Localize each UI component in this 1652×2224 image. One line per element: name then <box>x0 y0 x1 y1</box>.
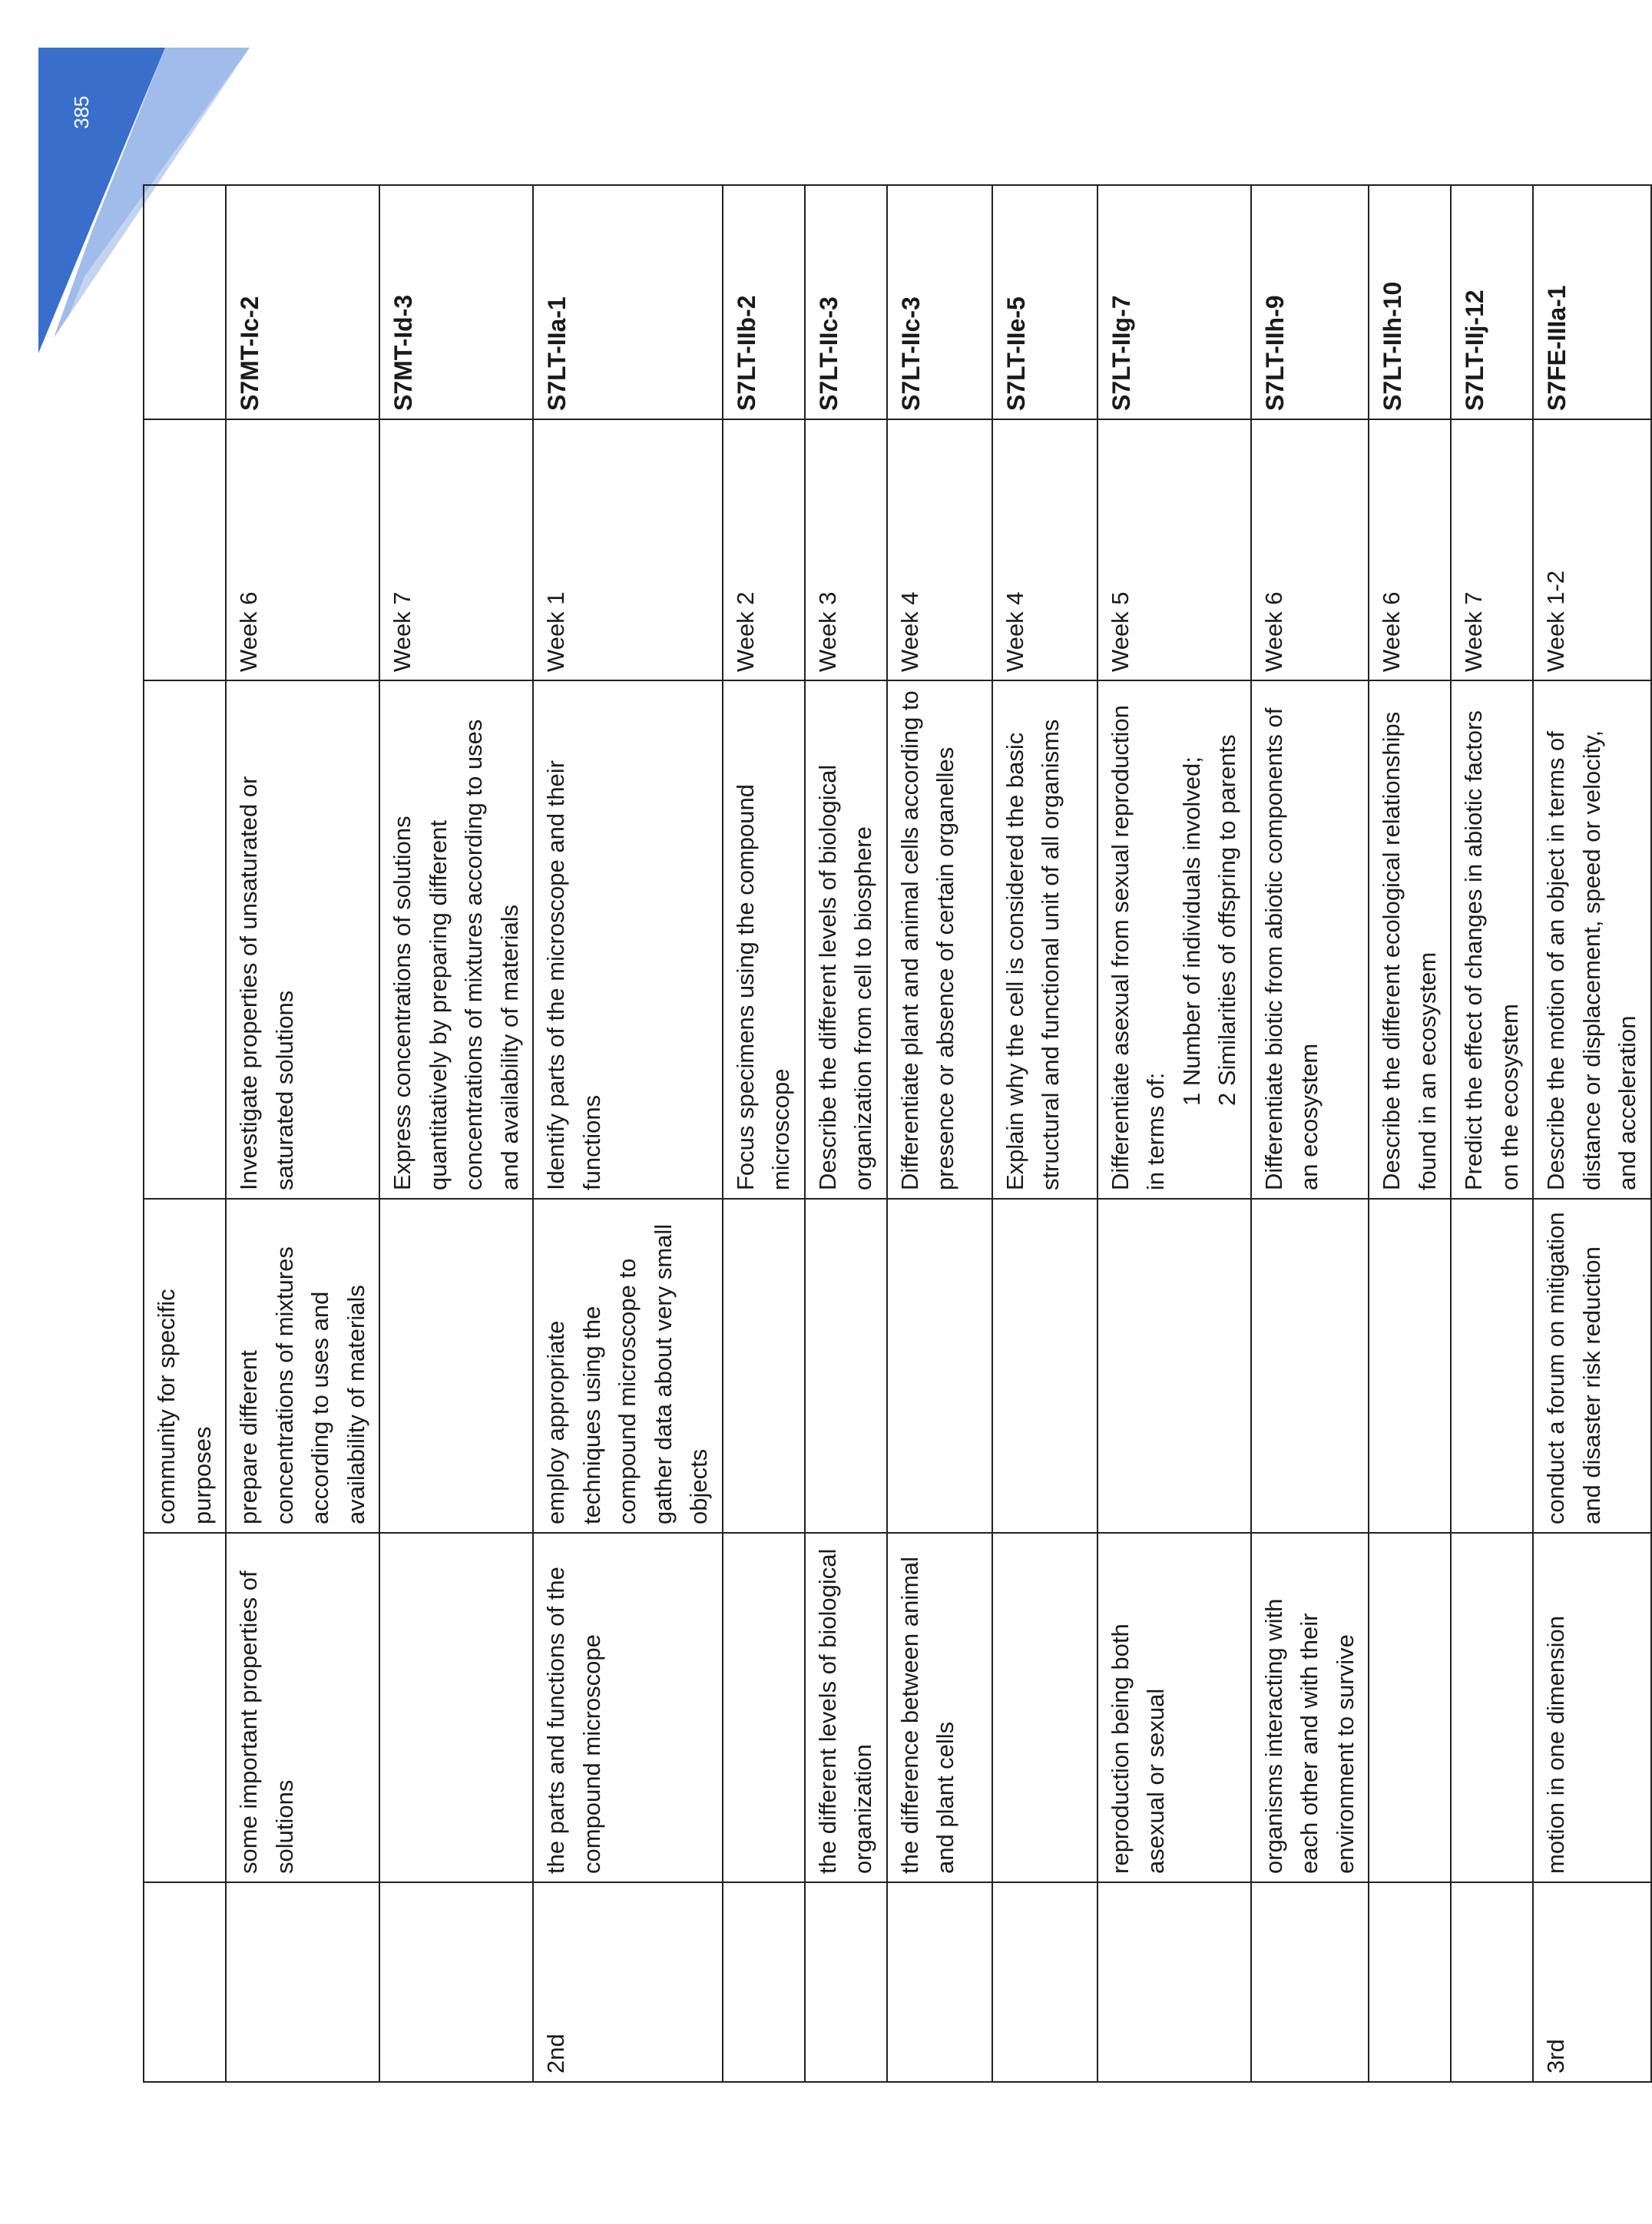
content-text: the different levels of biological organization <box>813 1548 876 1874</box>
table-row <box>1533 185 1651 2082</box>
cell-code <box>533 185 723 419</box>
competency-text: Differentiate asexual from sexual reproduction in terms of: <box>1106 705 1169 1190</box>
cell-content <box>1533 1533 1651 1882</box>
performance-text: conduct a forum on mitigation and disaster risk reduction <box>1542 1212 1605 1524</box>
cell-week <box>379 419 533 680</box>
table-row <box>533 185 723 2082</box>
cell-week <box>1251 419 1369 680</box>
competency-text: Identify parts of the microscope and their functions <box>542 760 605 1190</box>
cell-content <box>379 1533 533 1882</box>
code-text: S7LT-IIe-5 <box>1001 296 1030 411</box>
content-text: organisms interacting with each other and with their environment to survive <box>1260 1598 1359 1874</box>
cell-week <box>1533 419 1651 680</box>
cell-code <box>1097 185 1251 419</box>
code-text: S7LT-IIh-10 <box>1379 281 1406 411</box>
competency-text: Express concentrations of solutions quantitatively by preparing different concentrations of mixtures according to uses and availability of materials <box>389 719 523 1190</box>
week-text: Week 5 <box>1106 591 1134 672</box>
cell-content <box>1451 1533 1533 1882</box>
cell-competency <box>887 680 992 1199</box>
cell-quarter <box>1251 1882 1369 2082</box>
competency-text: Describe the motion of an object in terms of distance or displacement, speed or velocity, and acceleration <box>1542 730 1640 1190</box>
cell-content <box>1369 1533 1451 1882</box>
code-text: S7LT-IIj-12 <box>1461 290 1488 411</box>
code-text: S7LT-IIh-9 <box>1260 295 1289 411</box>
week-text: Week 6 <box>1260 591 1287 672</box>
cell-week <box>1369 419 1451 680</box>
competency-text: Differentiate biotic from abiotic components of an ecosystem <box>1260 707 1323 1190</box>
cell-quarter <box>226 1882 379 2082</box>
week-text: Week 6 <box>1378 591 1405 672</box>
competency-item: 2 Similarities of offspring to parents <box>1213 734 1240 1106</box>
competency-text: Predict the effect of changes in abiotic factors on the ecosystem <box>1460 710 1523 1190</box>
week-text: Week 4 <box>1001 591 1028 672</box>
cell-quarter <box>533 1882 723 2082</box>
cell-quarter <box>144 1882 226 2082</box>
cell-competency <box>992 680 1097 1199</box>
cell-code <box>1533 185 1651 419</box>
table-row <box>887 185 992 2082</box>
code-text: S7LT-IIc-3 <box>896 296 925 411</box>
cell-code <box>379 185 533 419</box>
cell-performance <box>1451 1199 1533 1533</box>
cell-code <box>1251 185 1369 419</box>
competency-text: Describe the different levels of biological organization from cell to biosphere <box>813 764 876 1190</box>
cell-code <box>1369 185 1451 419</box>
code-text: S7MT-Id-3 <box>389 294 417 411</box>
cell-competency <box>1451 680 1533 1199</box>
code-text: S7FE-IIIa-1 <box>1543 285 1571 411</box>
table-row <box>723 185 805 2082</box>
cell-competency <box>379 680 533 1199</box>
cell-quarter <box>723 1882 805 2082</box>
competency-text: Describe the different ecological relationships found in an ecosystem <box>1378 711 1441 1190</box>
curriculum-table <box>143 184 1652 2083</box>
content-text: the parts and functions of the compound microscope <box>542 1567 605 1874</box>
cell-performance <box>226 1199 379 1533</box>
cell-week <box>1451 419 1533 680</box>
cell-performance <box>887 1199 992 1533</box>
competency-text: Focus specimens using the compound microscope <box>731 783 794 1190</box>
cell-quarter <box>1097 1882 1251 2082</box>
competency-text: Investigate properties of unsaturated or saturated solutions <box>235 776 298 1190</box>
cell-performance <box>379 1199 533 1533</box>
table-row <box>992 185 1097 2082</box>
cell-content <box>805 1533 887 1882</box>
cell-code <box>226 185 379 419</box>
cell-performance <box>144 1199 226 1533</box>
cell-quarter <box>805 1882 887 2082</box>
cell-competency <box>144 680 226 1199</box>
cell-performance <box>1369 1199 1451 1533</box>
week-text: Week 7 <box>389 591 415 672</box>
performance-text: employ appropriate techniques using the compound microscope to gather data about very small objects <box>542 1223 712 1524</box>
content-text: some important properties of solutions <box>235 1570 298 1874</box>
cell-competency <box>1251 680 1369 1199</box>
cell-quarter <box>887 1882 992 2082</box>
cell-competency <box>1533 680 1651 1199</box>
cell-week <box>992 419 1097 680</box>
week-text: Week 1 <box>542 591 569 672</box>
cell-performance <box>1251 1199 1369 1533</box>
competency-text: Differentiate plant and animal cells according to presence or absence of certain organelles <box>896 690 958 1190</box>
cell-code <box>144 185 226 419</box>
table-row <box>1097 185 1251 2082</box>
cell-code <box>1451 185 1533 419</box>
cell-content <box>226 1533 379 1882</box>
cell-competency <box>226 680 379 1199</box>
table-row <box>1251 185 1369 2082</box>
cell-quarter <box>992 1882 1097 2082</box>
cell-code <box>887 185 992 419</box>
cell-content <box>887 1533 992 1882</box>
code-text: S7LT-IIg-7 <box>1107 295 1135 411</box>
cell-competency <box>805 680 887 1199</box>
week-text: Week 7 <box>1460 591 1487 672</box>
week-text: Week 6 <box>235 591 262 672</box>
cell-content <box>1097 1533 1251 1882</box>
cell-content <box>1251 1533 1369 1882</box>
performance-text: prepare different concentrations of mixtures according to uses and availability of materials <box>235 1246 369 1524</box>
cell-code <box>992 185 1097 419</box>
table-row <box>226 185 379 2082</box>
competency-item: 1 Number of individuals involved; <box>1177 756 1205 1106</box>
cell-quarter <box>1369 1882 1451 2082</box>
week-text: Week 4 <box>896 591 923 672</box>
competency-text: Explain why the cell is considered the basic structural and functional unit of all organisms <box>1001 719 1064 1190</box>
code-text: S7LT-IIa-1 <box>543 296 571 411</box>
cell-week <box>805 419 887 680</box>
quarter-text: 3rd <box>1542 2039 1569 2073</box>
cell-week <box>144 419 226 680</box>
code-text: S7MT-Ic-2 <box>236 296 263 411</box>
week-text: Week 1-2 <box>1542 570 1569 672</box>
table-row <box>144 185 226 2082</box>
cell-performance <box>805 1199 887 1533</box>
table-row <box>1369 185 1451 2082</box>
cell-week <box>533 419 723 680</box>
performance-text: community for specific purposes <box>153 1289 216 1524</box>
cell-code <box>723 185 805 419</box>
table-row <box>805 185 887 2082</box>
week-text: Week 2 <box>731 591 759 672</box>
table-row <box>379 185 533 2082</box>
cell-week <box>723 419 805 680</box>
curriculum-table-rotated <box>143 186 1640 2083</box>
cell-performance <box>723 1199 805 1533</box>
cell-content <box>144 1533 226 1882</box>
quarter-text: 2nd <box>542 2034 569 2073</box>
content-text: motion in one dimension <box>1542 1615 1569 1874</box>
cell-performance <box>1097 1199 1251 1533</box>
cell-quarter <box>379 1882 533 2082</box>
cell-performance <box>1533 1199 1651 1533</box>
cell-quarter <box>1451 1882 1533 2082</box>
cell-code <box>805 185 887 419</box>
cell-performance <box>992 1199 1097 1533</box>
cell-content <box>992 1533 1097 1882</box>
cell-performance <box>533 1199 723 1533</box>
competency-items <box>1174 689 1246 1190</box>
content-text: reproduction being both asexual or sexual <box>1106 1623 1169 1874</box>
cell-week <box>1097 419 1251 680</box>
cell-competency <box>533 680 723 1199</box>
cell-content <box>533 1533 723 1882</box>
cell-week <box>226 419 379 680</box>
page-number: 385 <box>70 95 93 129</box>
code-text: S7LT-IIb-2 <box>732 295 760 411</box>
cell-week <box>887 419 992 680</box>
cell-competency <box>1369 680 1451 1199</box>
code-text: S7LT-IIc-3 <box>814 296 843 411</box>
week-text: Week 3 <box>813 591 841 672</box>
table-row <box>1451 185 1533 2082</box>
content-text: the difference between animal and plant cells <box>896 1556 958 1874</box>
cell-competency <box>1097 680 1251 1199</box>
cell-competency <box>723 680 805 1199</box>
cell-quarter <box>1533 1882 1651 2082</box>
cell-content <box>723 1533 805 1882</box>
